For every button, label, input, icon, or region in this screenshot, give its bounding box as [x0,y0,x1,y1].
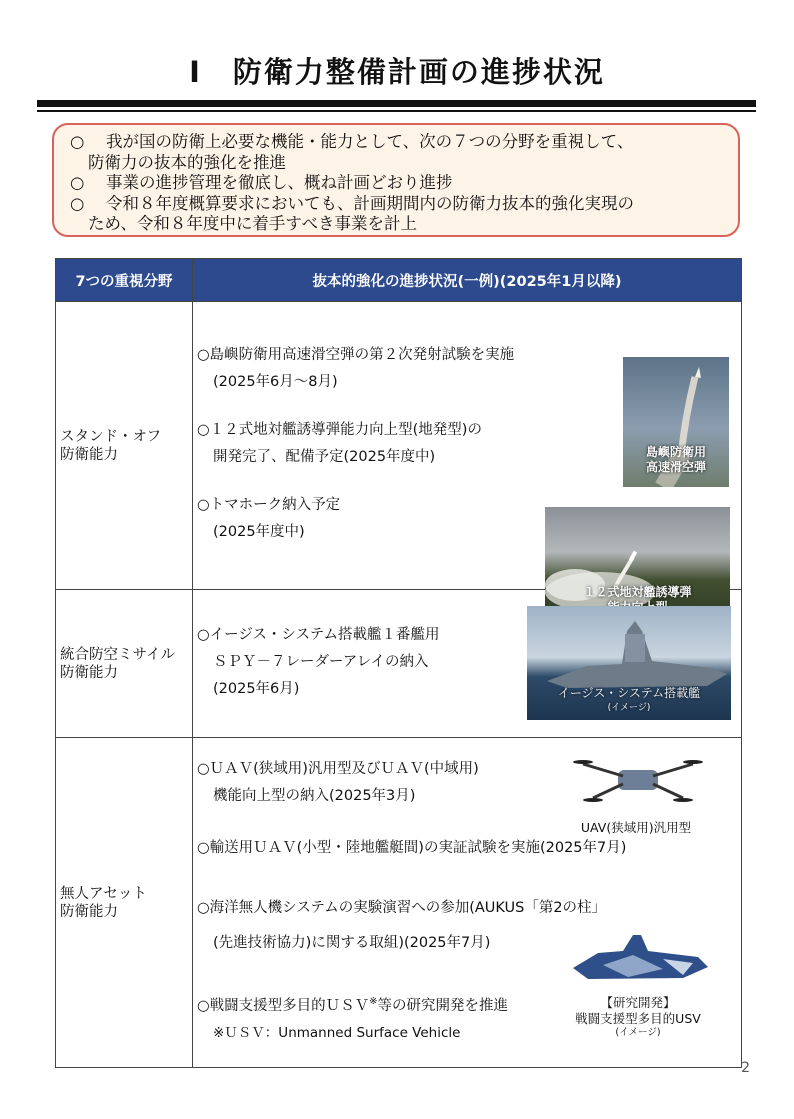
content-unmanned [193,738,742,1068]
type12-missile-photo: １２式地対艦誘導弾 [545,507,730,619]
page-number: 2 [741,1060,750,1076]
page-title: Ⅰ 防衛力整備計画の進捗状況 [189,55,605,89]
item-usv-research: ○戦闘支援型多目的ＵＳＶ※等の研究開発を推進 ※ＵＳＶ：Unmanned Surface Vehicle [197,996,509,1041]
glide-bomb-photo: 島嶼防衛用 高速滑空弾 [623,357,729,487]
item-tomahawk: ○トマホーク納入予定 (2025年度中) [197,497,341,540]
item-type12-missile: ○１２式地対艦誘導弾能力向上型(地発型)の 開発完了、配備予定(2025年度中) [197,422,482,465]
progress-table [55,258,742,1068]
item-aegis-radar: ○イージス・システム搭載艦１番艦用 ＳＰＹ－７レーダーアレイの納入 (2025年6月) [197,627,440,697]
summary-line-3: ○ 令和８年度概算要求においても、計画期間内の防衛力抜本的強化実現の [70,193,634,213]
category-unmanned: 無人アセット 防衛能力 [56,738,193,1068]
header-progress: 抜本的強化の進捗状況(一例)(2025年1月以降) [193,259,742,302]
aegis-ship-photo: イージス・システム搭載艦 (イメージ) [527,606,731,720]
summary-box [52,123,740,237]
summary-line-1: ○ 我が国の防衛上必要な機能・能力として、次の７つの分野を重視して、 [70,132,634,151]
content-standoff [193,302,742,599]
summary-line-3-cont: ため、令和８年度中に着手すべき事業を計上 [88,214,418,233]
category-air-defense: 統合防空ミサイル 防衛能力 [56,590,193,738]
item-uav-delivery: ○ＵＡＶ(狭域用)汎用型及びＵＡＶ(中域用) 機能向上型の納入(2025年3月) [197,761,479,804]
content-air-defense [193,590,742,738]
usv-photo: 【研究開発】 戦闘支援型多目的USV (イメージ) [563,923,713,1063]
uav-drone-photo: UAV(狭域用)汎用型 [573,746,703,836]
category-standoff: スタンド・オフ 防衛能力 [56,302,193,590]
title-rule-thick [37,100,756,107]
summary-line-2: ○ 事業の進捗管理を徹底し、概ね計画どおり進捗 [70,173,453,192]
summary-line-1-cont: 防衛力の抜本的強化を推進 [88,152,286,172]
item-transport-uav: ○輸送用ＵＡＶ(小型・陸地艦艇間)の実証試験を実施(2025年7月) [197,840,627,856]
item-maritime-drone: ○海洋無人機システムの実験演習への参加(AUKUS「第2の柱」 (先進技術協力)に関する取組)(2025年7月) [197,900,607,951]
title-rule-thin [37,110,756,112]
header-category: 7つの重視分野 [56,259,193,302]
item-glide-bomb: ○島嶼防衛用高速滑空弾の第２次発射試験を実施 (2025年6月～8月) [197,347,515,390]
